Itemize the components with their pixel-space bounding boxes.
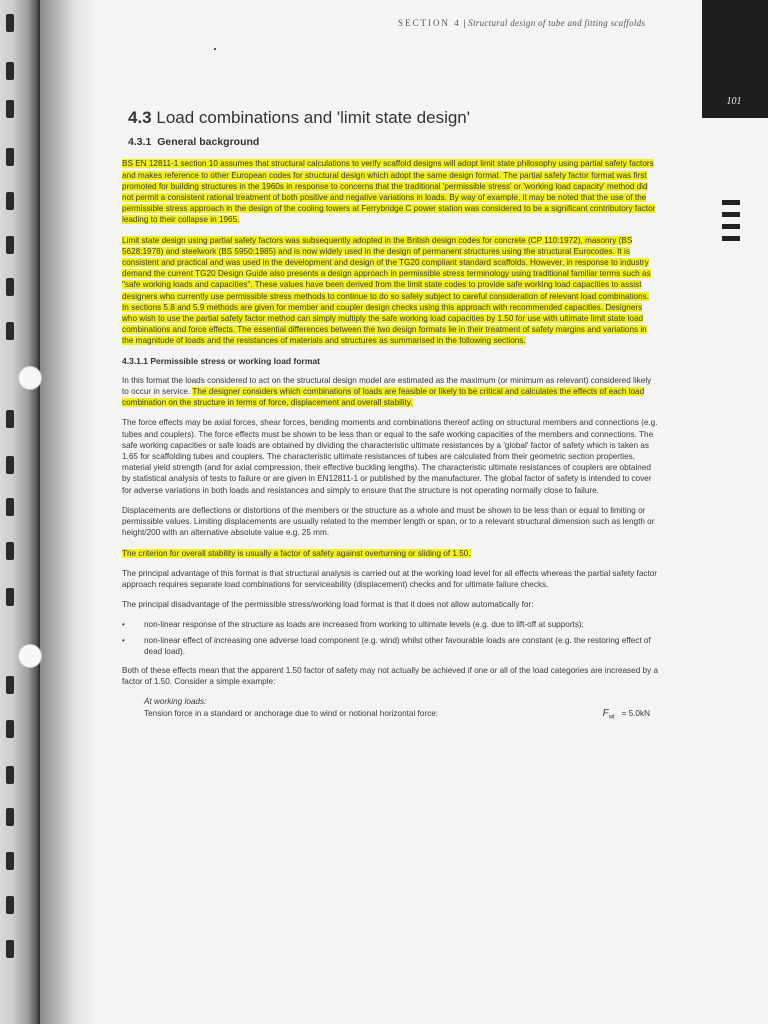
- highlighted-text: The designer considers which combinations of loads are feasible or likely to be critical and calculates the effects of each load combination on the structure in terms of force, displacement and overall stability.: [122, 387, 645, 408]
- list-item: • non-linear response of the structure as loads are increased from working to ultimate levels (e.g. due to lift-off at supports);: [122, 619, 658, 630]
- marker-bar: [722, 224, 740, 229]
- binding-hole: [6, 100, 14, 118]
- paragraph: The principal advantage of this format is that structural analysis is carried out at the working load level for all effects whereas the partial safety factor approach requires separate load combinations for serviceability (displacement) checks and for ultimate failure checks.: [122, 568, 658, 589]
- example-text: Tension force in a standard or anchorage due to wind or notional horizontal force:: [144, 708, 439, 718]
- binding-hole: [6, 148, 14, 166]
- highlighted-text: The criterion for overall stability is usually a factor of safety against overturning or sliding of 1.50.: [122, 548, 471, 558]
- paragraph: [122, 548, 658, 559]
- page-body: [122, 108, 659, 721]
- header-separator: |: [463, 18, 466, 28]
- binding-hole: [6, 808, 14, 826]
- highlighted-text: Limit state design using partial safety factors was subsequently adopted in the British design codes for concrete (CP 110:1972), masonry (BS 5628:1978) and steelwork (BS 5950:1985) and is now widely used in the design of permanent structures using the structural Eurocodes. It is consistent and practical and was used in the development and design of the TG20 compliant standard scaffolds. However, in response to industry demand the current TG20 Design Guide also presents a design approach in permissible stress terminology using traditional familiar terms such as "safe working loads and capacities". These values have been derived from the limit state codes to provide safe working load capacities to assist designers who currently use permissible stress methods to continue to do so safely subject to careful consideration of relevant load combinations. In sections 5.8 and 5.9 methods are given for member and coupler design checks using this approach with recommended capacities. Designers who wish to use the partial safety factor method can simply multiply the safe working load capacities by 1.50 for use with ultimate limit state load combinations and force effects. The essential differences between the two design formats lie in their treatment of safety margins and variations in the magnitude of loads and the resistances of materials and structures as summarised in the following sections.: [122, 235, 651, 346]
- header-subtitle: Structural design of tube and fitting scaffolds: [468, 18, 646, 28]
- worked-example: [144, 696, 658, 721]
- page-number: 101: [726, 96, 742, 107]
- formula-symbol: F: [602, 707, 609, 719]
- bullet-list: [122, 619, 658, 657]
- paragraph: The force effects may be axial forces, shear forces, bending moments and combinations thereof acting on structural members and connections (e.g. tubes and couplers). The force effects must be shown to be less than or equal to the safe working capacities of the members and connections. The safe working capacities or safe loads are obtained by dividing the characteristic ultimate resistances by a 'global' factor of safety which is taken as 1.65 for scaffolding tubes and couplers. The characteristic ultimate resistances of tubes are calculated from their geometric section properties, material yield strength (and for axial compression, their effective buckling lengths). The characteristic ultimate resistances of couplers are obtained by statistical analysis of tests to failure or are given in EN12811-1 or published by the manufacturer. The global factor of safety is intended to cover for adverse variations in both loads and resistances and simply to ensure that the structure is not operating normally close to failure.: [122, 418, 658, 495]
- marker-bar: [722, 212, 740, 217]
- example-line: [144, 708, 658, 719]
- binding-hole: [6, 278, 14, 296]
- section-number: 4.3: [128, 108, 152, 127]
- binding-hole: [6, 676, 14, 694]
- marker-bar: [722, 236, 740, 241]
- subsection-number: 4.3.1: [128, 136, 152, 149]
- binding-hole: [6, 852, 14, 870]
- paragraph: Displacements are deflections or distortions of the members or the structure as a whole and must be shown to be less than or equal to limiting or permissible values. Limiting displacements are usually related to the member length or span, or to a relevant structural dimension such as length or height/200 with an alternative absolute value e.g. 25 mm.: [122, 505, 655, 538]
- marker-bar: [722, 200, 740, 205]
- paragraph: The principal disadvantage of the permissible stress/working load format is that it does not allow automatically for:: [122, 600, 534, 610]
- punch-hole: [18, 366, 42, 390]
- formula-value: = 5.0kN: [621, 708, 650, 718]
- binding-hole: [6, 720, 14, 738]
- paragraph-text: In this format the loads considered to act on the structural design model are estimated as the maximum (or minimum as relevant) considered likely to occur in service.: [122, 375, 652, 397]
- highlighted-text: BS EN 12811-1 section 10 assumes that structural calculations to verify scaffold designs will adopt limit state philosophy using partial safety factors and makes reference to other European codes for structural design which adopt the same design format. The partial safety factor format was first promoted for building structures in the 1960s in response to concerns that the traditional 'permissible stress' or 'working load capacity' method did not permit a consistent rational treatment of both positive and negative variations in loads. By way of example, it may be noted that the use of the permissible stress approach in the design of the cooling towers at Ferrybridge C power station was considered to be a significant contributory factor leading to their collapse in 1965.: [122, 159, 656, 225]
- paragraph: [122, 375, 658, 409]
- formula-subscript: wt: [608, 714, 615, 721]
- header-section: SECTION 4: [398, 18, 461, 28]
- section-title: [128, 108, 658, 127]
- binding-hole: [6, 410, 14, 428]
- section-marker: [722, 200, 740, 248]
- binding-hole: [6, 14, 14, 32]
- paragraph: [122, 235, 658, 347]
- binding-hole: [6, 456, 14, 474]
- binding-hole: [6, 896, 14, 914]
- binding-hole: [6, 322, 14, 340]
- binding-hole: [6, 588, 14, 606]
- example-formula: [603, 708, 650, 724]
- sub-subsection-title: 4.3.1.1 Permissible stress or working load format: [122, 355, 320, 366]
- binding-shadow: [38, 0, 98, 1024]
- binding-hole: [6, 236, 14, 254]
- binding-hole: [6, 192, 14, 210]
- binding-hole: [6, 940, 14, 958]
- section-title-text: Load combinations and 'limit state design': [156, 108, 470, 127]
- binding-hole: [6, 542, 14, 560]
- paragraph: Both of these effects mean that the apparent 1.50 factor of safety may not actually be achieved if one or all of the load categories are increased by a factor of 1.50. Consider a simple example:: [122, 665, 659, 687]
- punch-hole: [18, 644, 42, 668]
- paragraph: [122, 158, 658, 225]
- subsection-title-text: General background: [157, 136, 260, 149]
- example-label: At working loads:: [144, 697, 207, 707]
- list-item: • non-linear effect of increasing one adverse load component (e.g. wind) whilst other favourable loads are constant (e.g. the restoring effect of dead load).: [122, 635, 658, 657]
- binding-hole: [6, 766, 14, 784]
- running-header: [398, 18, 678, 28]
- speck: [214, 48, 216, 50]
- binding-hole: [6, 62, 14, 80]
- subsection-title: [128, 137, 658, 148]
- binding-hole: [6, 498, 14, 516]
